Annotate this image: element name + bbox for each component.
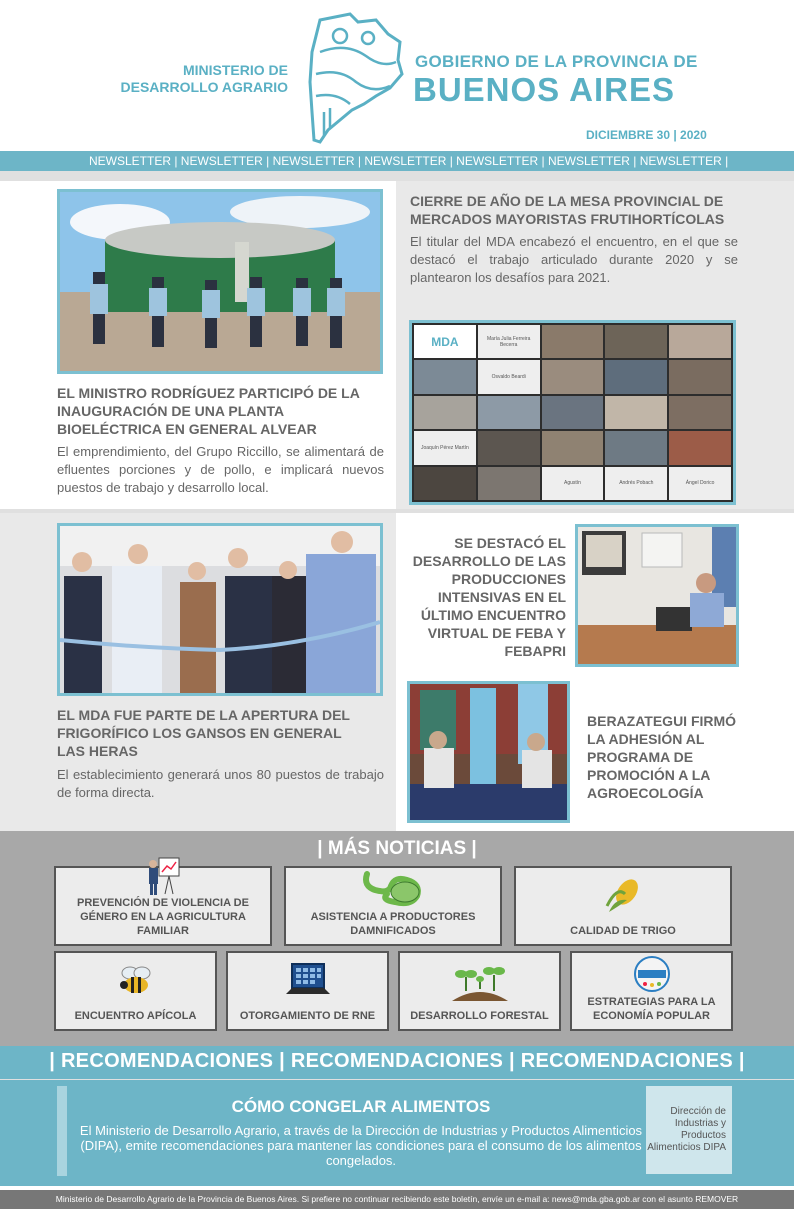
corn-icon: [603, 868, 643, 924]
recommendation-headline[interactable]: CÓMO CONGELAR ALIMENTOS: [231, 1097, 491, 1116]
mda-logo: MDA: [414, 325, 476, 358]
recommendations-title: | RECOMENDACIONES | RECOMENDACIONES | RECOMENDACIONES |: [49, 1050, 745, 1072]
card-label: ESTRATEGIAS PARA LA ECONOMÍA POPULAR: [587, 996, 716, 1022]
card-label: PREVENCIÓN DE VIOLENCIA DE GÉNERO EN LA AGRICULTURA FAMILIAR: [77, 897, 249, 937]
news-card-rne[interactable]: [226, 951, 389, 1031]
news-card-forestal[interactable]: [398, 951, 561, 1031]
newsletter-bar: NEWSLETTER | NEWSLETTER | NEWSLETTER | NEWSLETTER | NEWSLETTER | NEWSLETTER | NEWSLETTER |: [0, 151, 794, 171]
issue-date: DICIEMBRE 30 | 2020: [586, 128, 707, 142]
news-card-economia-popular[interactable]: [570, 951, 733, 1031]
presentation-icon: [143, 856, 183, 896]
divider: [0, 171, 794, 181]
bee-icon: [116, 953, 156, 1009]
more-news-title: | MÁS NOTICIAS |: [317, 838, 477, 859]
article-photo-virtual-meeting[interactable]: [575, 524, 739, 667]
article-2-text: El titular del MDA encabezó el encuentro, en el que se destacó el trabajo articulado durante 2020 y se plantearon los desafíos para 2021.: [410, 234, 738, 285]
card-label: OTORGAMIENTO DE RNE: [239, 1010, 376, 1022]
article-1-text: El emprendimiento, del Grupo Riccillo, se alimentará de efluentes porciones y de pollo, e implicará nuevos puestos de trabajo y desarrollo local.: [57, 444, 384, 495]
ministry-name: MINISTERIO DE DESARROLLO AGRARIO: [120, 62, 288, 95]
participant-name: María Julia Ferreira Becerra: [478, 325, 540, 358]
article-3-text: El establecimiento generará unos 80 puestos de trabajo de forma directa.: [57, 767, 384, 800]
province-map-logo: [306, 12, 406, 144]
participant-name: Osvaldo Beardi: [478, 360, 540, 393]
videocall-screenshot[interactable]: [409, 320, 736, 505]
government-label: GOBIERNO DE LA PROVINCIA DE: [415, 52, 698, 71]
news-card-asistencia[interactable]: [284, 866, 502, 946]
article-photo-biogas-plant[interactable]: [57, 189, 383, 374]
laptop-icon: [286, 953, 330, 1009]
participant-name: Joaquín Pérez Martín: [414, 431, 476, 464]
article-photo-ribbon-cutting[interactable]: [57, 523, 383, 696]
article-3-title[interactable]: EL MDA FUE PARTE DE LA APERTURA DEL FRIGORÍFICO LOS GANSOS EN GENERAL LAS HERAS: [57, 707, 350, 759]
participant-name: Ángel Dorico: [669, 467, 731, 500]
dipa-label: Dirección de Industrias y Productos Alimenticios DIPA: [646, 1086, 732, 1174]
article-5-title[interactable]: BERAZATEGUI FIRMÓ LA ADHESIÓN AL PROGRAMA DE PROMOCIÓN A LA AGROECOLOGÍA: [587, 713, 737, 801]
participant-name: Agustín: [542, 467, 604, 500]
alimentos-badge-icon: [630, 953, 674, 995]
news-card-trigo[interactable]: [514, 866, 732, 946]
news-card-violencia[interactable]: [54, 866, 272, 946]
card-label: ENCUENTRO APÍCOLA: [74, 1010, 197, 1022]
province-name: BUENOS AIRES: [413, 71, 675, 108]
article-2-title[interactable]: CIERRE DE AÑO DE LA MESA PROVINCIAL DE MERCADOS MAYORISTAS FRUTIHORTÍCOLAS: [410, 193, 725, 227]
article-photo-berazategui-signing[interactable]: [407, 681, 570, 823]
recommendation-text: El Ministerio de Desarrollo Agrario, a través de la Dirección de Industrias y Productos Alimenticios (DIPA), emite recomendaciones para mantener las condiciones para el consumo de los alimentos congelados.: [79, 1123, 643, 1168]
participant-name: Andrés Pobach: [605, 467, 667, 500]
card-label: DESARROLLO FORESTAL: [410, 1010, 549, 1022]
snake-icon: [361, 868, 425, 910]
sprout-icon: [452, 953, 508, 1009]
footer-notice: Ministerio de Desarrollo Agrario de la Provincia de Buenos Aires. Si prefiere no continuar recibiendo este boletín, envíe un e-mail a: news@mda.gba.gob.ar con el asunto REMOVER: [0, 1190, 794, 1209]
card-label: CALIDAD DE TRIGO: [570, 925, 676, 937]
article-4-title[interactable]: SE DESTACÓ EL DESARROLLO DE LAS PRODUCCIONES INTENSIVAS EN EL ÚLTIMO ENCUENTRO VIRTUAL DE FEBA Y FEBAPRI: [412, 535, 566, 659]
news-card-apicola[interactable]: [54, 951, 217, 1031]
article-1-title[interactable]: EL MINISTRO RODRÍGUEZ PARTICIPÓ DE LA INAUGURACIÓN DE UNA PLANTA BIOELÉCTRICA EN GENERAL ALVEAR: [57, 385, 360, 437]
card-label: ASISTENCIA A PRODUCTORES DAMNIFICADOS: [310, 911, 476, 937]
